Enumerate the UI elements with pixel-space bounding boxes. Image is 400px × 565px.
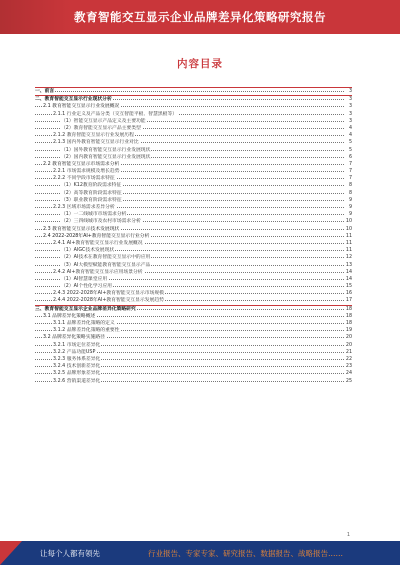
toc-entry-title: 2.4 2022-2028年AI+教育智能交互显示行业分析 <box>43 233 150 239</box>
toc-entry-page: 3 <box>348 97 352 103</box>
toc-entry[interactable] <box>35 342 352 349</box>
toc-entry-title: 三、教育智能交互显示企业品牌差异化策略研究 <box>35 306 136 312</box>
toc-entry[interactable] <box>35 175 352 182</box>
toc-entry-page: 12 <box>345 255 352 261</box>
toc-entry-page: 10 <box>345 226 352 232</box>
toc-entry[interactable] <box>35 370 352 377</box>
toc-entry-page: 20 <box>345 335 352 341</box>
toc-entry[interactable] <box>35 254 352 261</box>
toc-entry-page: 16 <box>345 291 352 297</box>
toc-entry-page: 11 <box>345 248 352 254</box>
toc-entry-page: 6 <box>348 154 352 160</box>
toc-entry-page: 25 <box>345 378 352 384</box>
toc-entry-title: 2.4.2 AI+教育智能交互显示应用场景分析 <box>53 269 143 275</box>
toc-entry-title: 2.3 教育智能交互显示技术发展现状 <box>43 226 120 232</box>
toc-heading: 内容目录 <box>177 58 223 70</box>
toc-entry[interactable] <box>35 334 352 341</box>
toc-entry-title: 3.2 品牌差异化策略实施路径 <box>43 335 105 341</box>
toc-leader-dots <box>35 91 344 92</box>
toc-entry-page: 4 <box>348 125 352 131</box>
toc-entry-title: 3.2.6 营销渠道差异化 <box>53 378 101 384</box>
toc-entry[interactable] <box>35 320 352 327</box>
toc-entry-title: 2.2 教育智能交互显示市场需求分析 <box>43 161 120 167</box>
toc-entry-title: 3.1.1 品牌差异化策略的定义 <box>53 321 115 326</box>
footer-slogan: 让每个人都有领先 <box>40 549 100 558</box>
toc-entry-title: 2.2.1 市场需求规模及增长趋势 <box>53 169 120 175</box>
toc-entry-title: 二、教育智能交互显示行业现状分析 <box>35 97 112 103</box>
toc-entry-page: 4 <box>348 133 352 139</box>
toc-entry-title: 2.1.2 教育智能交互显示行业发展历程 <box>53 133 134 139</box>
toc-entry[interactable] <box>35 197 352 204</box>
toc-entry-title: （1）一二线城市市场需求分析 <box>61 212 127 218</box>
toc-entry[interactable] <box>35 125 352 132</box>
footer-tagline: 行业报告、专家专家、研究报告、数据报告、战略报告…… <box>148 549 343 558</box>
toc-entry[interactable] <box>35 269 352 276</box>
toc-entry[interactable] <box>35 290 352 297</box>
report-title: 教育智能交互显示企业品牌差异化策略研究报告 <box>74 10 326 24</box>
toc-entry[interactable] <box>35 111 352 118</box>
toc-entry-page: 15 <box>345 284 352 290</box>
toc-entry-title: （2）高等教育阶段需求特征 <box>61 190 122 196</box>
toc-entry-title: 一、前言 <box>35 89 55 94</box>
toc-entry-page: 22 <box>345 356 352 362</box>
toc-entry-title: （2）AI技术在教育智能交互显示中的应用 <box>61 255 151 261</box>
toc-entry[interactable] <box>35 182 352 189</box>
toc-entry-page: 10 <box>345 219 352 225</box>
toc-entry[interactable] <box>35 87 352 95</box>
toc-entry[interactable] <box>35 313 352 320</box>
toc-entry-page: 8 <box>348 183 352 189</box>
toc-entry[interactable] <box>35 297 352 304</box>
toc-entry-page: 5 <box>348 147 352 153</box>
toc-entry-title: 2.1.3 国内外教育智能交互显示行业对比 <box>53 140 139 146</box>
toc-entry[interactable] <box>35 356 352 363</box>
footer-corner-accent <box>0 541 22 565</box>
toc-entry-title: （2）教育智能交互显示产品主要类型 <box>61 125 141 131</box>
toc-entry-title: （3）职业教育阶段需求特征 <box>61 197 122 203</box>
toc-entry-title: （1）国外教育智能交互显示行业发展现状 <box>61 147 151 153</box>
toc-entry-title: 2.4.1 AI+教育智能交互显示行业发展概况 <box>53 240 143 246</box>
toc-entry-title: 2.1 教育智能交互显示行业发展概况 <box>43 104 120 110</box>
toc-entry-title: 3.1 品牌差异化策略概述 <box>43 313 96 319</box>
toc-entry-page: 7 <box>348 169 352 175</box>
toc-entry-page: 3 <box>348 111 352 117</box>
toc-entry-page: 18 <box>345 306 352 312</box>
toc-entry-title: 2.1.1 行业定义及产品分类（交互智能平板、智慧黑板等） <box>53 111 178 117</box>
toc-entry-title: （1）智能交互显示产品定义及主要功能 <box>61 118 146 124</box>
toc-entry-page: 9 <box>348 205 352 210</box>
toc-entry[interactable] <box>35 378 352 385</box>
toc-entry-title: 3.2.4 技术创新差异化 <box>53 364 101 370</box>
toc-entry-title: 3.2.1 市场定位差异化 <box>53 342 101 348</box>
toc-entry[interactable] <box>35 233 352 240</box>
toc-entry-title: （2）国内教育智能交互显示行业发展现状 <box>61 154 151 160</box>
toc-entry[interactable] <box>35 118 352 125</box>
toc-entry-title: 3.2.3 服务体系差异化 <box>53 356 101 362</box>
toc-entry[interactable] <box>35 132 352 139</box>
toc-entry[interactable] <box>35 154 352 161</box>
toc-entry-page: 11 <box>345 240 352 246</box>
toc-entry[interactable] <box>35 305 352 313</box>
toc-entry[interactable] <box>35 226 352 233</box>
toc-entry[interactable] <box>35 211 352 218</box>
toc-entry[interactable] <box>35 327 352 334</box>
toc-entry[interactable] <box>35 262 352 269</box>
toc-entry[interactable] <box>35 103 352 110</box>
toc-entry[interactable] <box>35 349 352 356</box>
toc-entry[interactable] <box>35 190 352 197</box>
toc-entry-page: 14 <box>345 269 352 275</box>
toc-entry[interactable] <box>35 161 352 168</box>
toc-entry[interactable] <box>35 283 352 290</box>
toc-entry-title: 2.4.4 2022-2028年AI+教育智能交互显示发展趋势 <box>53 298 164 304</box>
toc-entry-page: 18 <box>345 313 352 319</box>
toc-entry-page: 5 <box>348 140 352 146</box>
toc-entry[interactable] <box>35 168 352 175</box>
toc-entry-page: 18 <box>345 321 352 326</box>
toc-entry[interactable] <box>35 276 352 283</box>
toc-entry-page: 13 <box>345 262 352 268</box>
toc-entry-title: 3.2.2 产品功能USP <box>53 349 96 355</box>
toc-entry-page: 20 <box>345 342 352 348</box>
toc-entry-title: （3）AI大模型赋能教育智能交互显示产品 <box>61 262 151 268</box>
report-header-bar <box>0 0 400 34</box>
toc-entry-title: （2）AI个性化学习应用 <box>61 284 112 290</box>
toc-entry-page: 14 <box>345 276 352 282</box>
toc-entry-title: 3.2.5 品牌形象差异化 <box>53 371 101 377</box>
toc-entry-page: 11 <box>345 233 352 239</box>
toc-entry[interactable] <box>35 204 352 211</box>
toc-entry-title: 2.2.3 区域市场需求差异分析 <box>53 205 115 210</box>
toc-entry-title: （2）三四线城市及农村市场需求分析 <box>61 219 141 225</box>
toc-entry-title: 2.4.3 2022-2028年AI+教育智能交互显示市场规模 <box>53 291 164 297</box>
toc-entry[interactable] <box>35 147 352 154</box>
toc-entry[interactable] <box>35 218 352 225</box>
page-number: 1 <box>346 532 350 538</box>
footer-bar <box>0 541 400 565</box>
toc-entry[interactable] <box>35 247 352 254</box>
toc-entry-page: 7 <box>348 176 352 182</box>
toc-entry-page: 7 <box>348 161 352 167</box>
toc-entry-page: 19 <box>345 328 352 334</box>
toc-entry-page: 24 <box>345 371 352 377</box>
toc-entry-page: 3 <box>348 89 352 94</box>
toc-entry-title: （1）K12教育阶段需求特征 <box>61 183 122 189</box>
toc-entry-title: （1）AI智慧课堂应用 <box>61 276 108 282</box>
toc-entry-title: （1）AIGC技术发展现状 <box>61 248 115 254</box>
toc-entry[interactable] <box>35 363 352 370</box>
toc-entry-title: 2.2.2 不同学段市场需求特征 <box>53 176 115 182</box>
table-of-contents <box>35 87 352 385</box>
toc-entry[interactable] <box>35 95 352 103</box>
toc-entry-page: 8 <box>348 190 352 196</box>
toc-entry-page: 17 <box>345 298 352 304</box>
toc-entry-page: 3 <box>348 118 352 124</box>
toc-entry[interactable] <box>35 240 352 247</box>
toc-entry-page: 9 <box>348 212 352 218</box>
toc-entry-title: 3.1.2 品牌差异化策略的重要性 <box>53 328 120 334</box>
toc-entry[interactable] <box>35 139 352 146</box>
toc-entry-page: 3 <box>348 104 352 110</box>
toc-entry-page: 21 <box>345 349 352 355</box>
toc-entry-page: 9 <box>348 197 352 203</box>
toc-entry-page: 23 <box>345 364 352 370</box>
